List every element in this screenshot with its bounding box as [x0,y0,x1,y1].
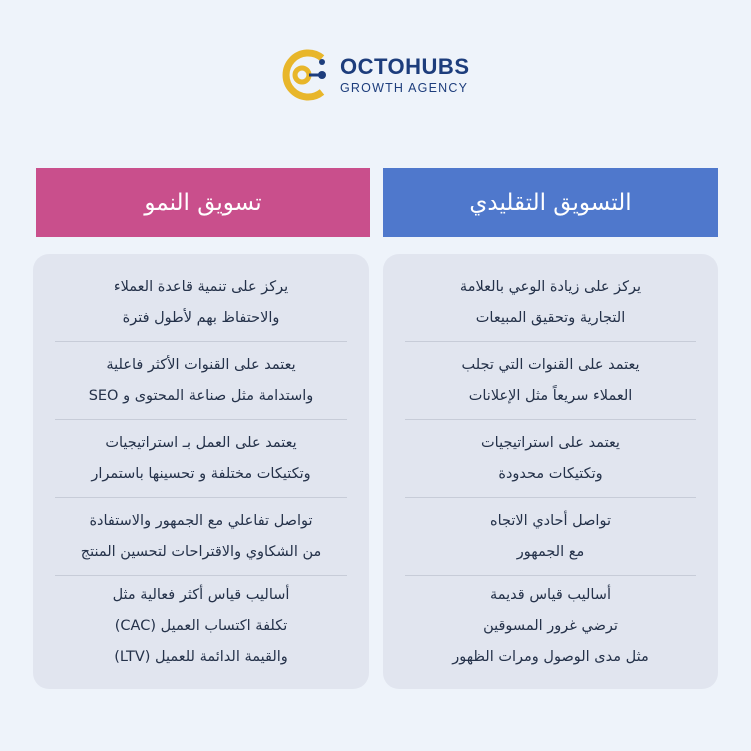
item-text: يعتمد على العمل بـ استراتيجيات وتكتيكات مختلفة و تحسينها باستمرار [91,434,311,482]
brand-logo [278,44,470,106]
list-item [405,264,696,342]
list-item [55,342,347,420]
item-text: أساليب قياس أكثر فعالية مثل تكلفة اكتساب العميل (CAC) والقيمة الدائمة للعميل (LTV) [112,586,290,665]
item-text: يركز على تنمية قاعدة العملاء والاحتفاظ بهم لأطول فترة [113,278,289,326]
item-text: يعتمد على استراتيجيات وتكتيكات محدودة [481,434,620,482]
traditional-marketing-title: التسويق التقليدي [469,189,632,216]
item-text: تواصل أحادي الاتجاه مع الجمهور [490,512,611,560]
growth-marketing-card [33,254,369,689]
list-item [55,420,347,498]
list-item [55,498,347,576]
list-item [405,420,696,498]
item-text: يعتمد على القنوات التي تجلب العملاء سريعاً مثل الإعلانات [461,356,640,404]
traditional-marketing-header [383,168,718,237]
list-item [55,576,347,676]
list-item [55,264,347,342]
item-text: أساليب قياس قديمة ترضي غرور المسوقين مثل مدى الوصول ومرات الظهور [452,586,649,665]
item-text: يركز على زيادة الوعي بالعلامة التجارية وتحقيق المبيعات [459,278,642,326]
list-item [405,342,696,420]
item-text: يعتمد على القنوات الأكثر فاعلية واستدامة مثل صناعة المحتوى و SEO [88,356,314,404]
brand-tagline: GROWTH AGENCY [340,80,469,95]
brand-name: OCTOHUBS [340,53,470,79]
traditional-marketing-card [383,254,718,689]
growth-marketing-header [36,168,370,237]
list-item [405,498,696,576]
growth-marketing-title: تسويق النمو [144,189,262,216]
list-item [405,576,696,676]
octohubs-logo-icon [278,44,334,106]
item-text: تواصل تفاعلي مع الجمهور والاستفادة من الشكاوي والاقتراحات لتحسين المنتج [80,512,322,560]
